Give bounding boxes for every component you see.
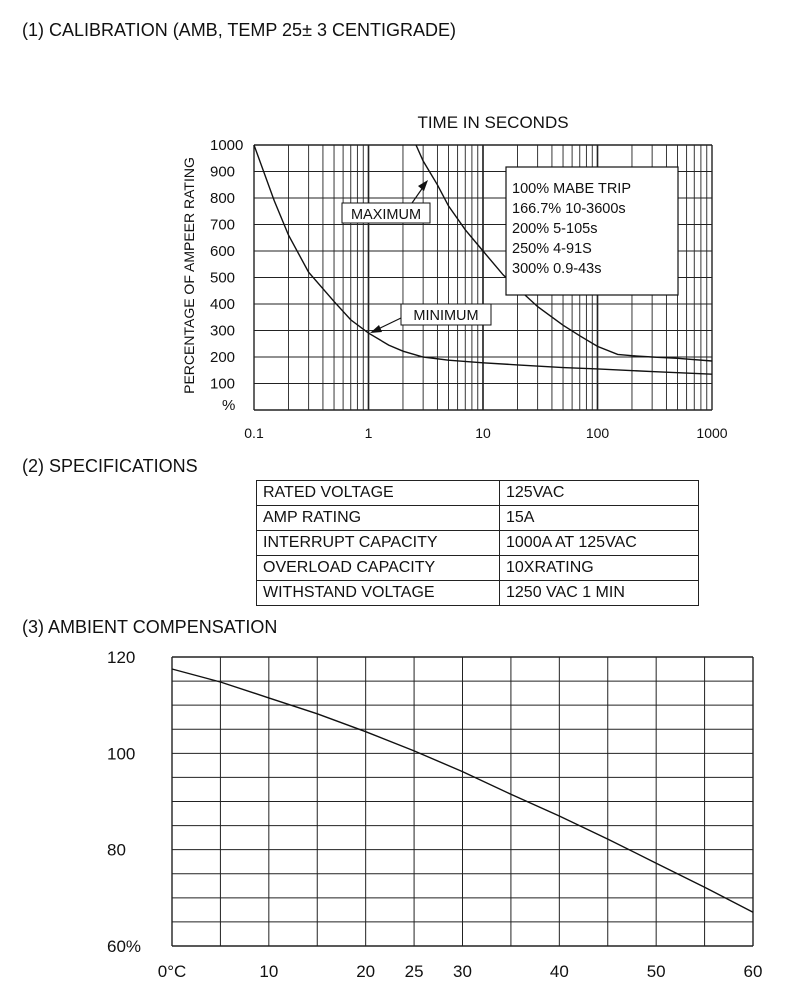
trip-legend-line: 200% 5-105s (512, 221, 598, 237)
spec-value: 15A (500, 506, 699, 531)
section-title-ambient-compensation: (3) AMBIENT COMPENSATION (22, 617, 278, 637)
section-title-calibration: (1) CALIBRATION (AMB, TEMP 25± 3 CENTIGRADE) (22, 20, 456, 40)
y-tick-label: 700 (210, 216, 236, 234)
x-tick-label: 0°C (157, 962, 187, 981)
x-tick-label: 100 (585, 425, 610, 441)
x-tick-label: 1000 (696, 425, 728, 441)
y-tick-label: 200 (210, 349, 236, 366)
x-tick-label: 1 (364, 425, 373, 441)
y-tick-label: 1000 (210, 137, 244, 154)
trip-legend-line: 100% MABE TRIP (512, 181, 632, 197)
spec-value: 10XRATING (500, 556, 699, 581)
minimum-label: MINIMUM (413, 308, 479, 324)
y-tick-label: 60% (107, 937, 142, 956)
y-tick-label: 300 (210, 322, 236, 340)
x-tick-label: 30 (453, 962, 472, 981)
x-tick-label: 25 (404, 962, 424, 981)
y-tick-label: 600 (210, 243, 236, 260)
y-tick-label: 120 (107, 648, 136, 667)
ambient-axes (107, 648, 762, 981)
spec-label: AMP RATING (257, 506, 500, 531)
spec-label: WITHSTAND VOLTAGE (257, 581, 500, 606)
y-tick-label: 100 (107, 744, 136, 764)
x-tick-label: 60 (743, 962, 763, 981)
x-tick-label: 0.1 (244, 425, 264, 441)
x-tick-label: 40 (549, 962, 569, 981)
y-tick-label: % (222, 397, 236, 414)
trip-legend-line: 166.7% 10-3600s (512, 201, 626, 217)
spec-value: 125VAC (500, 481, 699, 506)
spec-label: OVERLOAD CAPACITY (257, 556, 500, 581)
y-tick-label: 500 (210, 269, 236, 287)
ambient-grid (172, 657, 753, 946)
maximum-label: MAXIMUM (350, 207, 422, 223)
x-tick-label: 10 (259, 962, 279, 981)
trip-legend-line: 300% 0.9-43s (512, 261, 602, 277)
x-tick-label: 20 (356, 962, 376, 981)
section-title-specifications: (2) SPECIFICATIONS (22, 456, 198, 476)
spec-label: RATED VOLTAGE (257, 481, 500, 506)
y-tick-label: 400 (210, 296, 236, 313)
spec-label: INTERRUPT CAPACITY (257, 531, 500, 556)
spec-value: 1250 VAC 1 MIN (500, 581, 699, 606)
chart-title: TIME IN SECONDS (417, 113, 569, 132)
y-tick-label: 800 (210, 190, 236, 207)
y-tick-label: 100 (210, 375, 236, 393)
y-axis-label: PERCENTAGE OF AMPEER RATING (181, 157, 197, 394)
spec-value: 1000A AT 125VAC (500, 531, 699, 556)
y-tick-label: 900 (210, 163, 236, 181)
x-tick-label: 10 (475, 425, 491, 441)
trip-legend-line: 250% 4-91S (512, 241, 592, 257)
y-tick-label: 80 (107, 840, 126, 860)
x-tick-label: 50 (646, 962, 666, 981)
